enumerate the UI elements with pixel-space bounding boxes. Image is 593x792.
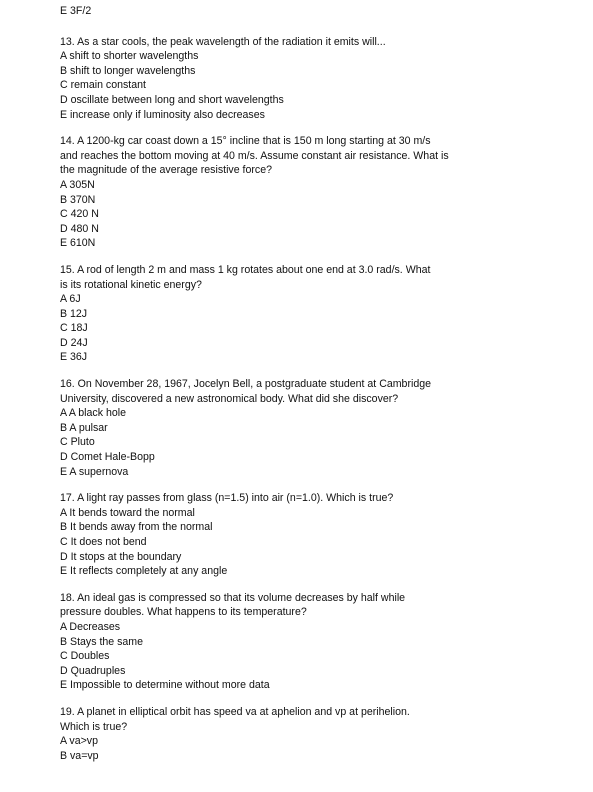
- question-stem-line: and reaches the bottom moving at 40 m/s. Assume constant air resistance. What is: [60, 149, 449, 162]
- answer-option: C Doubles: [60, 650, 110, 663]
- answer-option: B shift to longer wavelengths: [60, 64, 196, 77]
- question-14: [60, 134, 580, 251]
- answer-option: B It bends away from the normal: [60, 521, 213, 534]
- question-stem-line: 13. As a star cools, the peak wavelength of the radiation it emits will...: [60, 35, 386, 48]
- question-stem-line: is its rotational kinetic energy?: [60, 278, 202, 291]
- answer-option: B Stays the same: [60, 635, 144, 648]
- answer-option: E Impossible to determine without more data: [60, 679, 270, 692]
- answer-option: D oscillate between long and short wavelengths: [60, 93, 284, 106]
- answer-option: A Decreases: [60, 620, 121, 633]
- answer-option: A 6J: [60, 293, 81, 306]
- question-stem-line: 19. A planet in elliptical orbit has speed va at aphelion and vp at perihelion.: [60, 705, 410, 718]
- answer-option: D 480 N: [60, 222, 99, 235]
- question-stem-line: 17. A light ray passes from glass (n=1.5) into air (n=1.0). Which is true?: [60, 492, 394, 505]
- answer-option: C remain constant: [60, 79, 146, 92]
- answer-option: C It does not bend: [60, 536, 147, 548]
- answer-option: A shift to shorter wavelengths: [60, 50, 199, 63]
- answer-option: D It stops at the boundary: [60, 550, 182, 563]
- answer-option: D Comet Hale-Bopp: [60, 451, 155, 464]
- answer-option: E It reflects completely at any angle: [60, 565, 228, 578]
- answer-option: C 420 N: [60, 208, 99, 221]
- answer-option: B 370N: [60, 193, 96, 206]
- question-stem-line: Which is true?: [60, 720, 128, 733]
- answer-option: E 36J: [60, 351, 88, 364]
- answer-option: A A black hole: [60, 407, 126, 420]
- answer-option: E A supernova: [60, 465, 129, 478]
- question-stem-line: 18. An ideal gas is compressed so that its volume decreases by half while: [60, 591, 406, 604]
- answer-option: E 610N: [60, 237, 96, 250]
- question-stem-line: the magnitude of the average resistive force?: [60, 164, 272, 177]
- question-stem-line: University, discovered a new astronomical body. What did she discover?: [60, 392, 399, 405]
- question-17: [60, 491, 580, 579]
- question-18: [60, 591, 580, 693]
- question-19: [60, 705, 580, 763]
- question-15: [60, 263, 580, 365]
- answer-option: A It bends toward the normal: [60, 506, 195, 519]
- answer-option: D Quadruples: [60, 664, 126, 677]
- answer-option: E increase only if luminosity also decreases: [60, 108, 265, 121]
- answer-option: A va>vp: [60, 735, 98, 748]
- answer-option: C 18J: [60, 322, 88, 335]
- answer-option: B va=vp: [60, 749, 99, 762]
- document-page: [60, 4, 580, 763]
- answer-option: B A pulsar: [60, 421, 108, 434]
- question-stem-line: 14. A 1200-kg car coast down a 15° incline that is 150 m long starting at 30 m/s: [60, 135, 431, 148]
- answer-option: A 305N: [60, 178, 95, 191]
- question-16: [60, 377, 580, 479]
- answer-option: D 24J: [60, 336, 88, 349]
- question-stem-line: 16. On November 28, 1967, Jocelyn Bell, a postgraduate student at Cambridge: [60, 378, 432, 391]
- answer-option: C Pluto: [60, 436, 95, 449]
- question-stem-line: pressure doubles. What happens to its temperature?: [60, 606, 307, 619]
- previous-answer-option: E 3F/2: [60, 5, 92, 17]
- answer-option: B 12J: [60, 307, 88, 320]
- question-13: [60, 35, 580, 123]
- question-stem-line: 15. A rod of length 2 m and mass 1 kg rotates about one end at 3.0 rad/s. What: [60, 263, 431, 276]
